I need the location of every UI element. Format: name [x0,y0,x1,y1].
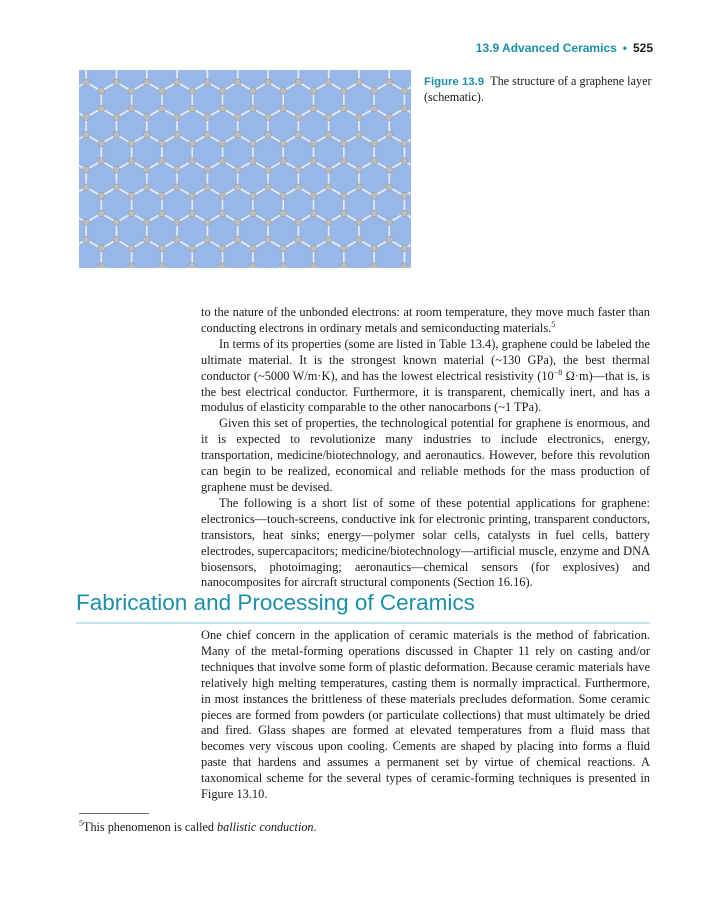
carbon-atom [174,184,181,191]
carbon-atom [128,105,135,112]
carbon-atom [98,210,105,217]
carbon-atom [310,158,317,165]
carbon-atom [386,114,393,121]
carbon-atom [371,88,378,95]
carbon-atom [98,105,105,112]
graphene-figure [79,70,411,268]
carbon-atom [83,79,90,86]
carbon-atom [265,184,272,191]
carbon-atom [340,105,347,112]
carbon-atom [340,158,347,165]
carbon-atom [401,105,408,112]
carbon-atom [265,219,272,226]
carbon-atom [265,236,272,243]
carbon-atom [250,210,257,217]
footnote-emphasis: ballistic conduction [217,820,314,834]
carbon-atom [159,105,166,112]
carbon-atom [356,166,363,173]
carbon-atom [371,263,378,268]
carbon-atom [143,219,150,226]
carbon-atom [401,88,408,95]
carbon-atom [356,219,363,226]
carbon-atom [234,79,241,86]
carbon-atom [143,236,150,243]
carbon-atom [159,88,166,95]
carbon-atom [174,114,181,121]
carbon-atom [128,263,135,268]
carbon-atom [250,193,257,200]
carbon-atom [189,88,196,95]
carbon-atom [143,114,150,121]
carbon-atom [204,79,211,86]
carbon-atom [174,219,181,226]
carbon-atom [174,236,181,243]
page-number: 525 [632,41,653,55]
carbon-atom [401,263,408,268]
body-text-top [201,305,650,591]
carbon-atom [356,79,363,86]
footnote: $^5$This phenomenon is called ballistic conduction. [79,818,317,834]
running-header [476,41,653,55]
carbon-atom [143,79,150,86]
carbon-atom [265,114,272,121]
figure-label: Figure 13.9 [424,76,485,88]
carbon-atom [250,245,257,252]
carbon-atom [401,245,408,252]
carbon-atom [250,88,257,95]
carbon-atom [295,114,302,121]
paragraph: Given this set of properties, the technological potential for graphene is enormous, and it is expected to revolutionize many industries to include electronics, energy, transportation, medicine/biotechnology, and aeronautics. However, before this revolution can begin to be realized, economical and reliable methods for the mass production of graphene must be devised. [201,416,650,494]
carbon-atom [340,210,347,217]
paragraph: In terms of its properties (some are listed in Table 13.4), graphene could be labeled the ultimate material. It is the strongest known material (~130 GPa), the best thermal conductor (~5000 W/m·K), and has the lowest electrical resistivity ($10^{-8}$ Ω·m)—that is, is the best electrical conductor. Furthermore, it is transparent, chemically inert, and has a modulus of elasticity comparable to the other nanocarbons (~1 TPa). [201,336,651,415]
carbon-atom [98,88,105,95]
carbon-atom [295,184,302,191]
carbon-atom [280,105,287,112]
carbon-atom [310,193,317,200]
carbon-atom [174,166,181,173]
carbon-atom [189,193,196,200]
carbon-atom [386,184,393,191]
carbon-atom [356,184,363,191]
carbon-atom [295,79,302,86]
carbon-atom [386,79,393,86]
carbon-atom [174,79,181,86]
carbon-atom [280,158,287,165]
carbon-atom [204,219,211,226]
carbon-atom [280,245,287,252]
carbon-atom [83,184,90,191]
carbon-atom [159,140,166,147]
carbon-atom [310,210,317,217]
carbon-atom [83,236,90,243]
carbon-atom [280,88,287,95]
carbon-atom [159,158,166,165]
header-section-title: 13.9 Advanced Ceramics [475,41,617,55]
carbon-atom [159,193,166,200]
carbon-atom [128,88,135,95]
graphene-bond [79,266,86,268]
carbon-atom [174,131,181,138]
carbon-atom [386,236,393,243]
carbon-atom [340,245,347,252]
carbon-atom [189,158,196,165]
carbon-atom [250,263,257,268]
carbon-atom [325,184,332,191]
carbon-atom [143,184,150,191]
carbon-atom [325,79,332,86]
carbon-atom [386,131,393,138]
carbon-atom [310,245,317,252]
carbon-atom [310,88,317,95]
carbon-atom [356,114,363,121]
carbon-atom [371,105,378,112]
carbon-atom [234,219,241,226]
carbon-atom [219,263,226,268]
carbon-atom [143,131,150,138]
carbon-atom [234,131,241,138]
carbon-atom [98,245,105,252]
carbon-atom [219,158,226,165]
carbon-atom [295,236,302,243]
carbon-atom [295,219,302,226]
carbon-atom [280,140,287,147]
carbon-atom [310,140,317,147]
carbon-atom [128,158,135,165]
carbon-atom [250,140,257,147]
carbon-atom [189,245,196,252]
carbon-atom [295,131,302,138]
carbon-atom [219,105,226,112]
section-heading: Fabrication and Processing of Ceramics [76,590,650,624]
carbon-atom [325,131,332,138]
carbon-atom [325,219,332,226]
carbon-atom [325,114,332,121]
carbon-atom [219,245,226,252]
carbon-atom [401,210,408,217]
carbon-atom [113,184,120,191]
carbon-atom [98,193,105,200]
carbon-atom [219,193,226,200]
carbon-atom [189,263,196,268]
carbon-atom [234,184,241,191]
carbon-atom [234,114,241,121]
figure-caption-text: The structure of a graphene layer (schematic). [424,74,652,104]
paragraph: One chief concern in the application of ceramic materials is the method of fabrication. Many of the metal-forming operations discussed in Chapter 11 rely on casting and/or techniques that involve some form of plastic deformation. Because ceramic materials have relatively high melting temperatures, casting them is normally impractical. Furthermore, in most instances the brittleness of these materials precludes deformation. Some ceramic pieces are formed from powders (or particulate collections) that must ultimately be dried and fired. Glass shapes are formed at elevated temperatures from a fluid mass that becomes very viscous upon cooling. Cements are shaped by placing into forms a fluid paste that hardens and assumes a permanent set by virtue of chemical reactions. A taxonomical scheme for the several types of ceramic-forming techniques is presented in Figure 13.10. [201,628,650,802]
carbon-atom [371,245,378,252]
paragraph: The following is a short list of some of these potential applications for graphene: electronics—touch-screens, conductive ink for electronic printing, transparent conductors, transistors, heat sinks; energy—polymer solar cells, catalysts in fuel cells, battery electrodes, supercapacitors; medicine/biotechnology—artificial muscle, enzyme and DNA biosensors, photoimaging; aeronautics—chemical sensors (for explosives) and nanocomposites for aircraft structural components (Section 16.16). [201,495,650,590]
carbon-atom [204,184,211,191]
carbon-atom [340,193,347,200]
carbon-atom [143,166,150,173]
carbon-atom [265,79,272,86]
carbon-atom [113,114,120,121]
footnote-marker: 5 [79,818,83,828]
carbon-atom [295,166,302,173]
carbon-atom [189,140,196,147]
carbon-atom [356,236,363,243]
carbon-atom [128,210,135,217]
carbon-atom [340,88,347,95]
carbon-atom [83,114,90,121]
carbon-atom [250,105,257,112]
carbon-atom [325,236,332,243]
carbon-atom [386,219,393,226]
carbon-atom [401,140,408,147]
carbon-atom [280,193,287,200]
carbon-atom [325,166,332,173]
carbon-atom [219,140,226,147]
carbon-atom [159,245,166,252]
carbon-atom [83,219,90,226]
carbon-atom [219,88,226,95]
carbon-atom [340,263,347,268]
carbon-atom [83,131,90,138]
body-text-section [201,628,650,803]
footnote-ref: 5 [551,319,556,329]
carbon-atom [128,193,135,200]
carbon-atom [340,140,347,147]
carbon-atom [234,166,241,173]
carbon-atom [204,114,211,121]
carbon-atom [401,158,408,165]
paragraph: to the nature of the unbonded electrons: at room temperature, they move much faster than conducting electrons in ordinary metals and semiconducting materials.$^5$ [201,305,650,335]
carbon-atom [356,131,363,138]
exponent: −8 [553,367,563,377]
carbon-atom [83,166,90,173]
carbon-atom [310,105,317,112]
carbon-atom [234,236,241,243]
carbon-atom [219,210,226,217]
header-separator: • [622,41,627,55]
carbon-atom [113,79,120,86]
carbon-atom [159,210,166,217]
carbon-atom [128,245,135,252]
carbon-atom [189,105,196,112]
carbon-atom [113,219,120,226]
carbon-atom [371,193,378,200]
carbon-atom [113,236,120,243]
carbon-atom [386,166,393,173]
carbon-atom [189,210,196,217]
carbon-atom [280,210,287,217]
carbon-atom [204,166,211,173]
carbon-atom [204,236,211,243]
carbon-atom [98,158,105,165]
carbon-atom [371,158,378,165]
carbon-atom [310,263,317,268]
carbon-atom [159,263,166,268]
footnote-divider [79,813,149,814]
carbon-atom [204,131,211,138]
carbon-atom [371,210,378,217]
carbon-atom [113,166,120,173]
carbon-atom [98,140,105,147]
graphene-lattice-image [79,70,411,268]
carbon-atom [371,140,378,147]
figure-caption [424,74,654,105]
carbon-atom [280,263,287,268]
carbon-atom [265,131,272,138]
carbon-atom [250,158,257,165]
carbon-atom [98,263,105,268]
carbon-atom [265,166,272,173]
carbon-atom [113,131,120,138]
carbon-atom [128,140,135,147]
carbon-atom [401,193,408,200]
